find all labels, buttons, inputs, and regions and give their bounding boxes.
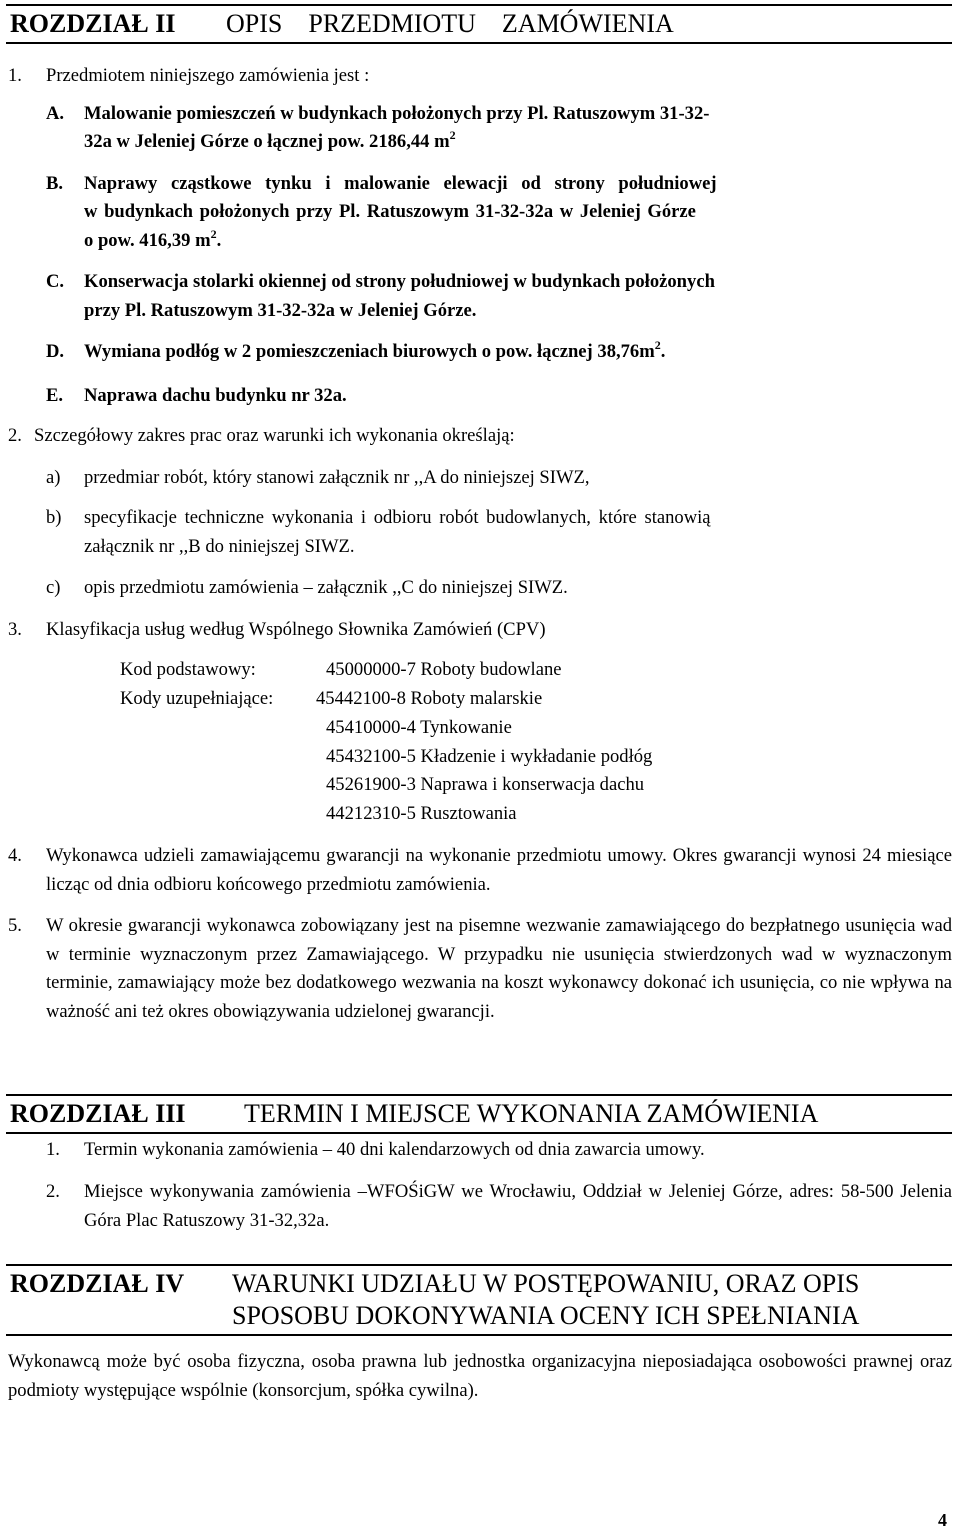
sub-a-text: przedmiar robót, który stanowi załącznik nr ,,A do niniejszej SIWZ, bbox=[84, 467, 590, 488]
chapter-4-number: ROZDZIAŁ IV bbox=[10, 1269, 185, 1298]
ch3-item-2-text: Miejsce wykonywania zamówienia –WFOŚiGW we Wrocławiu, Oddział w Jeleniej Górze, adres: 58-500 Jelenia Góra Plac Ratuszowy 31-32,32a. bbox=[84, 1181, 952, 1231]
cpv-code: 44212310-5 Rusztowania bbox=[326, 803, 517, 824]
cpv-code: 45261900-3 Naprawa i konserwacja dachu bbox=[326, 774, 645, 795]
chapter-4-header bbox=[6, 1264, 952, 1336]
item-c-line-2: przy Pl. Ratuszowym 31-32-32a w Jeleniej Górze. bbox=[84, 300, 477, 321]
chapter-4-title-line-2: SPOSOBU DOKONYWANIA OCENY ICH SPEŁNIANIA bbox=[232, 1301, 860, 1330]
item-3-number: 3. bbox=[8, 619, 22, 640]
item-4-number: 4. bbox=[8, 845, 22, 866]
chapter-3-title: TERMIN I MIEJSCE WYKONANIA ZAMÓWIENIA bbox=[244, 1099, 819, 1128]
cpv-main-code: 45000000-7 Roboty budowlane bbox=[326, 659, 562, 680]
chapter-2-title: OPIS PRZEDMIOTU ZAMÓWIENIA bbox=[226, 9, 674, 38]
item-b-line-2: w budynkach położonych przy Pl. Ratuszowym 31-32-32a w Jeleniej Górze bbox=[84, 201, 696, 222]
cpv-code: 45410000-4 Tynkowanie bbox=[326, 717, 512, 738]
item-b-label: B. bbox=[46, 173, 64, 194]
chapter-4-text: Wykonawcą może być osoba fizyczna, osoba prawna lub jednostka organizacyjna nieposiadająca osobowości prawnej oraz podmioty występujące wspólnie (konsorcjum, spółka cywilna). bbox=[8, 1351, 952, 1401]
item-5-text: W okresie gwarancji wykonawca zobowiązany jest na pisemne wezwanie zamawiającego do bezpłatnego usunięcia wad w terminie wyznaczonym przez Zamawiającego. W przypadku nie usunięcia stwierdzonych wad w wyznaczonym terminie, zamawiający może bez dodatkowego wezwania na koszt wykonawcy dokonać ich usunięcia, co nie wpływa na ważność ani też okres obowiązywania udzielonej gwarancji. bbox=[46, 915, 952, 1022]
ch3-item-1-text: Termin wykonania zamówienia – 40 dni kalendarzowych od dnia zawarcia umowy. bbox=[84, 1139, 705, 1160]
item-b-line-1: Naprawy cząstkowe tynku i malowanie elewacji od strony południowej bbox=[84, 173, 717, 194]
chapter-4-title-line-1: WARUNKI UDZIAŁU W POSTĘPOWANIU, ORAZ OPIS bbox=[232, 1269, 860, 1298]
ch3-item-1-number: 1. bbox=[46, 1139, 60, 1160]
item-5-number: 5. bbox=[8, 915, 22, 936]
item-e-label: E. bbox=[46, 385, 64, 406]
item-a-line-1: Malowanie pomieszczeń w budynkach położonych przy Pl. Ratuszowym 31-32- bbox=[84, 103, 710, 124]
chapter-2-number: ROZDZIAŁ II bbox=[10, 9, 176, 38]
cpv-main-label: Kod podstawowy: bbox=[120, 659, 256, 680]
item-e-text: Naprawa dachu budynku nr 32a. bbox=[84, 385, 347, 406]
item-c-label: C. bbox=[46, 271, 65, 292]
item-d-text: Wymiana podłóg w 2 pomieszczeniach biurowych o pow. łącznej $38,76m^2$. bbox=[84, 338, 666, 362]
item-b-line-3: o pow. 416,39 $m^2$. bbox=[84, 227, 222, 251]
chapter-2-header bbox=[6, 4, 952, 44]
cpv-supplementary-label: Kody uzupełniające: bbox=[120, 688, 274, 709]
ch3-item-2-number: 2. bbox=[46, 1181, 60, 1202]
sub-c-text: opis przedmiotu zamówienia – załącznik ,,C do niniejszej SIWZ. bbox=[84, 577, 568, 598]
sub-a-label: a) bbox=[46, 467, 61, 488]
item-c-line-1: Konserwacja stolarki okiennej od strony południowej w budynkach położonych bbox=[84, 271, 715, 292]
item-2-number: 2. bbox=[8, 425, 22, 446]
cpv-code: 45442100-8 Roboty malarskie bbox=[316, 688, 543, 709]
page-number: 4 bbox=[938, 1510, 947, 1530]
cpv-code: 45432100-5 Kładzenie i wykładanie podłóg bbox=[326, 746, 653, 767]
sub-b-line-2: załącznik nr ,,B do niniejszej SIWZ. bbox=[84, 536, 355, 557]
sub-c-label: c) bbox=[46, 577, 61, 598]
item-4-text: Wykonawca udzieli zamawiającemu gwarancji na wykonanie przedmiotu umowy. Okres gwarancji wynosi 24 miesiące licząc od dnia odbioru końcowego przedmiotu zamówienia. bbox=[46, 845, 952, 895]
item-2-text: Szczegółowy zakres prac oraz warunki ich wykonania określają: bbox=[34, 425, 515, 446]
item-d-label: D. bbox=[46, 341, 65, 362]
sub-b-label: b) bbox=[46, 507, 62, 528]
item-1-number: 1. bbox=[8, 65, 22, 86]
item-3-text: Klasyfikacja usług według Wspólnego Słownika Zamówień (CPV) bbox=[46, 619, 546, 640]
item-1-text: Przedmiotem niniejszego zamówienia jest : bbox=[46, 65, 370, 86]
chapter-3-header bbox=[6, 1094, 952, 1134]
chapter-3-number: ROZDZIAŁ III bbox=[10, 1099, 186, 1128]
item-a-line-2: 32a w Jeleniej Górze o łącznej pow. 2186,44 $m^2$ bbox=[84, 128, 456, 152]
item-a-label: A. bbox=[46, 103, 65, 124]
sub-b-line-1: specyfikacje techniczne wykonania i odbioru robót budowlanych, które stanowią bbox=[84, 507, 711, 528]
